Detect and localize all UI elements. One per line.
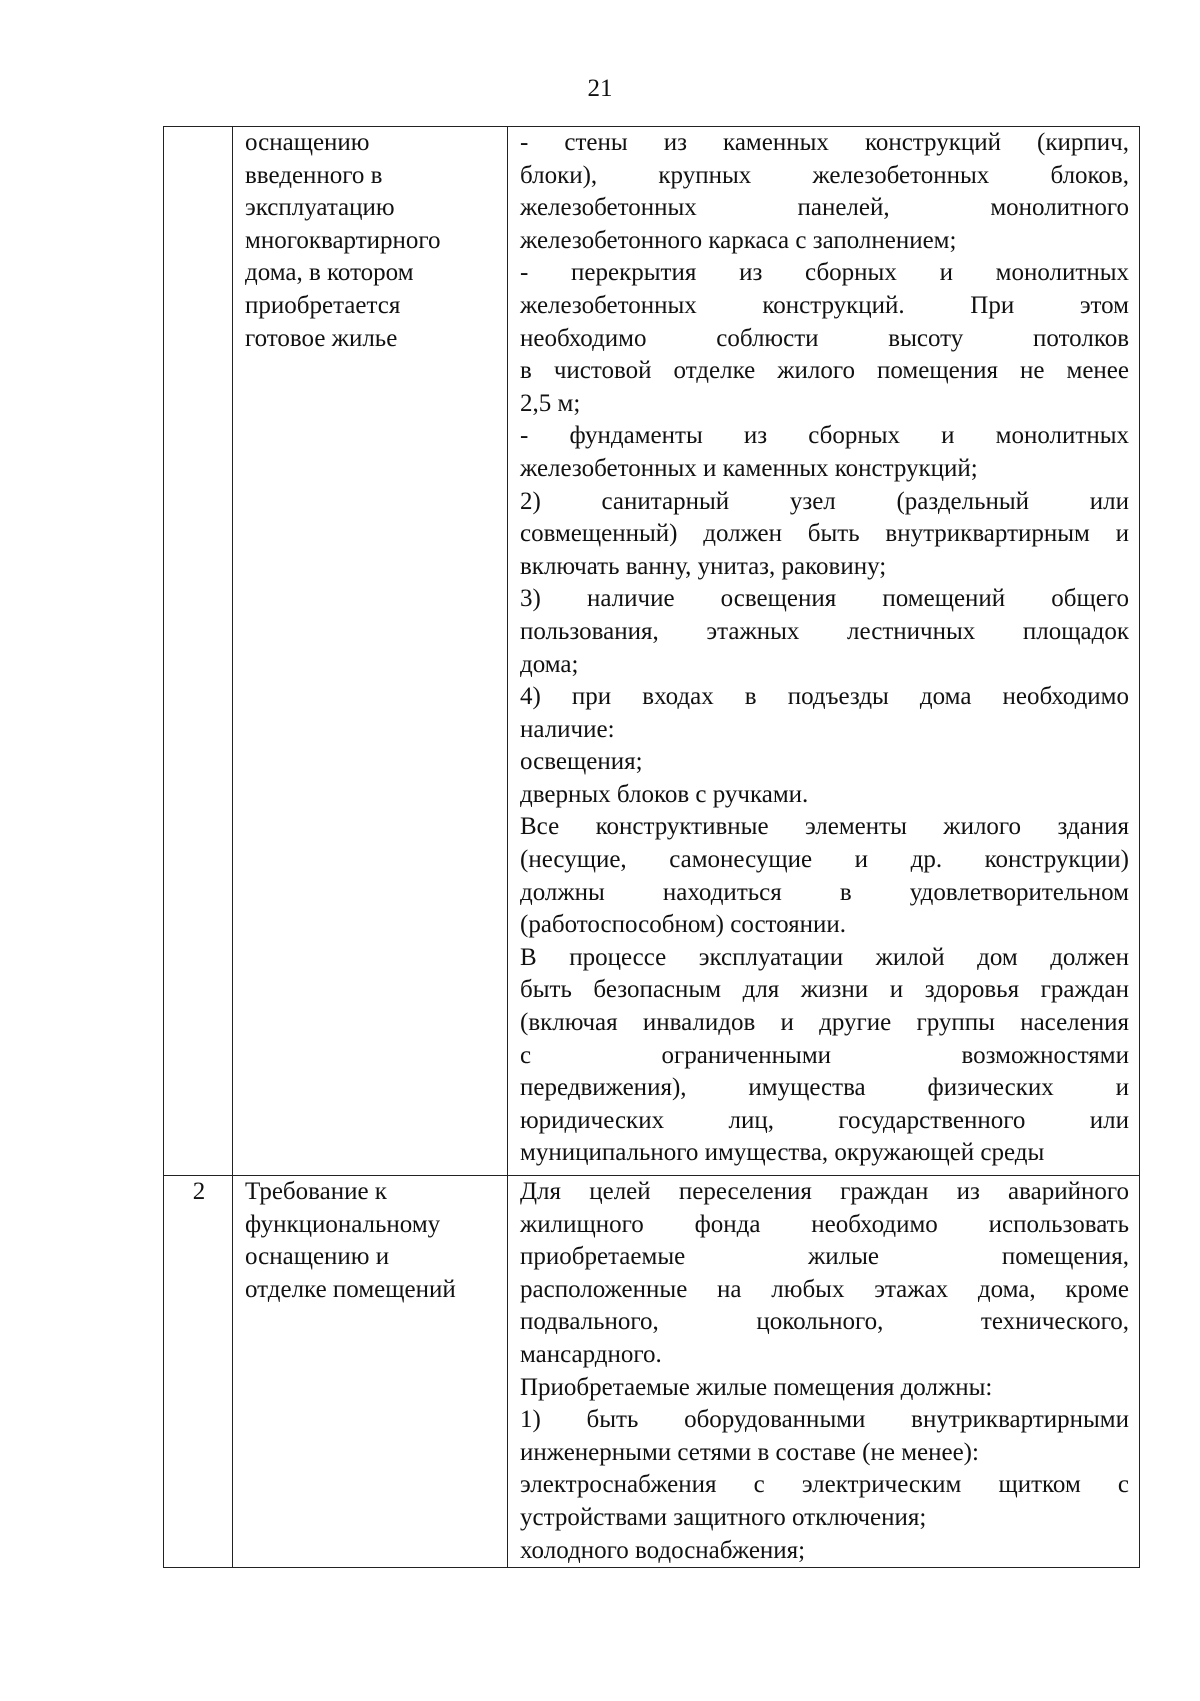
requirement-text-line: 3) наличие освещения помещений общего (520, 585, 1129, 613)
requirement-text-line: инженерными сетями в составе (не менее): (520, 1438, 979, 1466)
requirement-text-line: В процессе эксплуатации жилой дом должен (520, 943, 1129, 971)
table-row (164, 127, 1140, 1176)
requirement-text-line: (включая инвалидов и другие группы населения (520, 1009, 1129, 1037)
requirement-text-line: необходимо соблюсти высоту потолков (520, 324, 1129, 352)
requirement-name-line: оснащению и (245, 1243, 390, 1271)
requirement-text-line: (несущие, самонесущие и др. конструкции) (520, 846, 1129, 874)
requirement-text-line: 1) быть оборудованными внутриквартирными (520, 1406, 1129, 1434)
requirement-text-line: расположенные на любых этажах дома, кроме (520, 1275, 1129, 1303)
requirement-text-line: блоки), крупных железобетонных блоков, (520, 161, 1129, 189)
requirement-name-line: дома, в котором (245, 259, 414, 287)
requirement-text-line: Все конструктивные элементы жилого здания (520, 813, 1129, 841)
requirement-text-line: юридических лиц, государственного или (520, 1106, 1129, 1134)
requirement-name-line: отделке помещений (245, 1275, 456, 1303)
requirement-text-line: - стены из каменных конструкций (кирпич, (520, 129, 1129, 156)
requirement-text-cell (508, 127, 1140, 1176)
requirement-text-line: холодного водоснабжения; (520, 1536, 806, 1564)
requirement-text-line: - перекрытия из сборных и монолитных (520, 259, 1129, 287)
table-row (164, 1176, 1140, 1568)
requirement-name-line: Требование к (245, 1178, 387, 1205)
requirement-text-line: передвижения), имущества физических и (520, 1074, 1129, 1102)
requirement-text-line: пользования, этажных лестничных площадок (520, 617, 1129, 645)
requirement-text-line: железобетонных панелей, монолитного (520, 194, 1129, 222)
requirement-text-line: Для целей переселения граждан из аварийного (520, 1178, 1129, 1205)
requirement-name-line: многоквартирного (245, 226, 441, 254)
requirement-name-cell (233, 127, 508, 1176)
requirement-text-line: железобетонного каркаса с заполнением; (520, 226, 957, 254)
requirement-name-line: эксплуатацию (245, 194, 395, 222)
requirement-text-line: с ограниченными возможностями (520, 1041, 1129, 1069)
requirement-text-line: быть безопасным для жизни и здоровья граждан (520, 976, 1129, 1004)
requirement-text-cell (508, 1176, 1140, 1568)
requirement-text-line: устройствами защитного отключения; (520, 1503, 927, 1531)
row-number-cell (164, 127, 233, 1176)
requirement-text-line: дверных блоков с ручками. (520, 780, 809, 808)
requirements-table (163, 126, 1140, 1568)
requirement-text-line: железобетонных и каменных конструкций; (520, 454, 978, 482)
requirement-name-cell (233, 1176, 508, 1568)
requirement-text-line: - фундаменты из сборных и монолитных (520, 422, 1129, 450)
requirement-text-line: муниципального имущества, окружающей среды (520, 1139, 1045, 1167)
requirement-text-line: 2) санитарный узел (раздельный или (520, 487, 1129, 515)
requirement-name-line: приобретается (245, 291, 401, 319)
requirement-text-line: должны находиться в удовлетворительном (520, 878, 1129, 906)
requirement-name-line: готовое жилье (245, 324, 398, 352)
requirement-text-line: мансардного. (520, 1340, 662, 1368)
requirement-text-line: Приобретаемые жилые помещения должны: (520, 1373, 993, 1401)
requirement-text-line: приобретаемые жилые помещения, (520, 1243, 1129, 1271)
requirement-text-line: 2,5 м; (520, 389, 581, 417)
table-body (164, 127, 1140, 1568)
requirement-text-line: электроснабжения с электрическим щитком с (520, 1471, 1129, 1499)
requirement-name-line: введенного в (245, 161, 383, 189)
row-number-cell: 2 (164, 1176, 233, 1568)
requirement-text-line: жилищного фонда необходимо использовать (520, 1210, 1129, 1238)
requirement-text-line: в чистовой отделке жилого помещения не менее (520, 357, 1129, 385)
requirement-text-line: освещения; (520, 748, 643, 776)
requirement-text-line: (работоспособном) состоянии. (520, 911, 847, 939)
requirement-text-line: наличие: (520, 715, 615, 743)
page-number: 21 (587, 75, 613, 102)
requirement-text-line: дома; (520, 650, 579, 678)
requirement-text-line: совмещенный) должен быть внутриквартирным и (520, 520, 1129, 548)
requirement-text-line: железобетонных конструкций. При этом (520, 291, 1129, 319)
requirement-text-line: 4) при входах в подъезды дома необходимо (520, 683, 1129, 711)
requirement-name-line: оснащению (245, 129, 370, 156)
requirement-text-line: включать ванну, унитаз, раковину; (520, 552, 887, 580)
requirement-text-line: подвального, цокольного, технического, (520, 1308, 1129, 1336)
requirement-name-line: функциональному (245, 1210, 441, 1238)
